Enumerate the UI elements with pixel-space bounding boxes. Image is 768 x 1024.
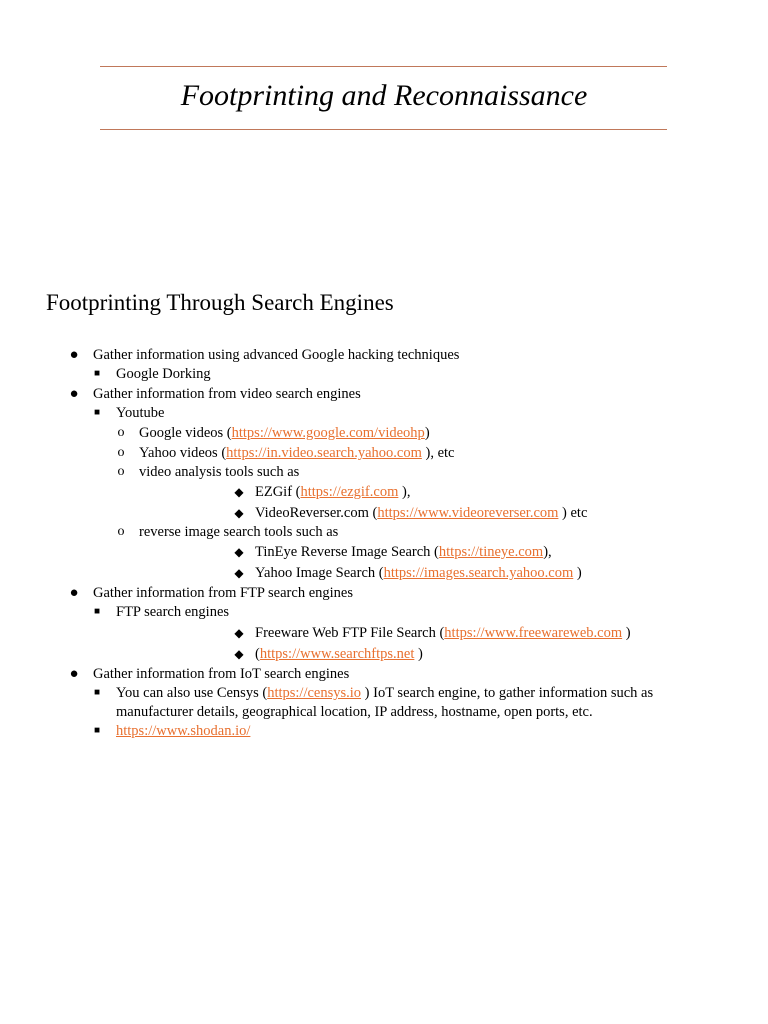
item-text: ),: [398, 484, 411, 500]
item-text: ): [622, 625, 631, 641]
list-item: [255, 623, 631, 643]
item-text: You can also use Censys (: [116, 685, 268, 701]
yahoo-videos-link[interactable]: https://in.video.search.yahoo.com: [226, 445, 422, 461]
title-rule-top: [100, 66, 667, 67]
bullet-disc: ●: [69, 386, 79, 402]
list-item: reverse image search tools such as: [139, 524, 339, 540]
bullet-diamond: ◆: [234, 647, 244, 661]
list-item: Gather information from IoT search engines: [93, 666, 350, 682]
list-item: [255, 503, 587, 523]
item-text: Yahoo Image Search (: [255, 565, 384, 581]
item-text: ): [414, 646, 423, 662]
document-title: Footprinting and Reconnaissance: [180, 79, 588, 112]
section-heading: Footprinting Through Search Engines: [46, 290, 394, 315]
ezgif-link[interactable]: https://ezgif.com: [300, 484, 399, 500]
item-text: Freeware Web FTP File Search (: [255, 625, 445, 641]
item-text: EZGif (: [255, 484, 301, 500]
list-item: Gather information using advanced Google hacking techniques: [93, 347, 460, 363]
item-text: Google videos (: [139, 425, 232, 441]
bullet-diamond: ◆: [234, 545, 244, 559]
bullet-diamond: ◆: [234, 485, 244, 499]
bullet-diamond: ◆: [234, 506, 244, 520]
item-text: ), etc: [421, 445, 455, 461]
shodan-link[interactable]: https://www.shodan.io/: [116, 723, 251, 739]
bullet-disc: ●: [69, 585, 79, 601]
item-text: ) etc: [558, 505, 588, 521]
bullet-circle: o: [117, 524, 125, 539]
bullet-diamond: ◆: [234, 566, 244, 580]
bullet-square: ■: [93, 687, 101, 698]
item-text: ) IoT search engine, to gather information such as: [361, 685, 654, 701]
bullet-disc: ●: [69, 347, 79, 363]
searchftps-link[interactable]: https://www.searchftps.net: [259, 646, 415, 662]
list-item: [255, 482, 410, 502]
item-text: VideoReverser.com (: [255, 505, 378, 521]
list-item-continuation: manufacturer details, geographical location, IP address, hostname, open ports, etc.: [116, 704, 593, 720]
item-text: (: [255, 646, 260, 662]
list-item: video analysis tools such as: [139, 464, 300, 480]
list-item: FTP search engines: [116, 604, 230, 620]
videoreverser-link[interactable]: https://www.videoreverser.com: [377, 505, 559, 521]
freewareweb-link[interactable]: https://www.freewareweb.com: [444, 625, 623, 641]
list-item: [116, 721, 250, 741]
list-item: Google Dorking: [116, 366, 211, 382]
bullet-square: ■: [93, 368, 101, 379]
item-text: ): [424, 425, 430, 441]
title-rule-bottom: [100, 129, 667, 130]
list-item: Youtube: [116, 405, 165, 421]
list-item: Gather information from video search engines: [93, 386, 361, 402]
list-item: [255, 542, 552, 562]
list-item: Gather information from FTP search engines: [93, 585, 353, 601]
bullet-circle: o: [117, 425, 125, 440]
bullet-diamond: ◆: [234, 626, 244, 640]
bullet-circle: o: [117, 464, 125, 479]
bullet-disc: ●: [69, 666, 79, 682]
list-item: [116, 683, 653, 703]
item-text: ),: [543, 544, 552, 560]
google-videos-link[interactable]: https://www.google.com/videohp: [231, 425, 425, 441]
bullet-circle: o: [117, 445, 125, 460]
bullet-square: ■: [93, 725, 101, 736]
item-text: TinEye Reverse Image Search (: [255, 544, 439, 560]
list-item: [255, 563, 582, 583]
list-item: [139, 423, 430, 443]
bullet-square: ■: [93, 407, 101, 418]
tineye-link[interactable]: https://tineye.com: [438, 544, 544, 560]
item-text: Yahoo videos (: [139, 445, 227, 461]
yahoo-image-search-link[interactable]: https://images.search.yahoo.com: [383, 565, 574, 581]
item-text: ): [573, 565, 582, 581]
bullet-square: ■: [93, 606, 101, 617]
list-item: [255, 644, 423, 664]
censys-link[interactable]: https://censys.io: [267, 685, 362, 701]
list-item: [139, 443, 454, 463]
